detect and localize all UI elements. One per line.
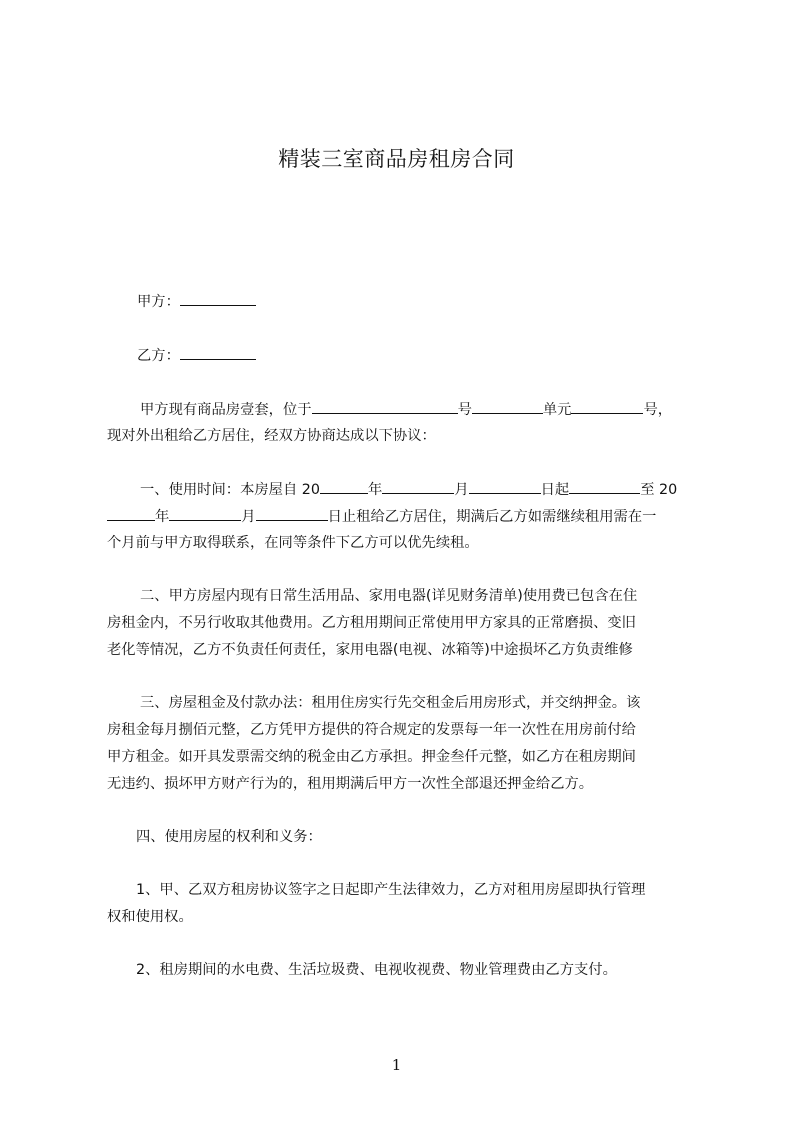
start-year-blank[interactable] <box>320 480 368 494</box>
clause-text: 月 <box>454 482 469 498</box>
intro-text: 号， <box>643 402 673 418</box>
intro-line-1 <box>140 400 672 419</box>
page-number: 1 <box>391 1056 402 1074</box>
clause3-line-3: 甲方租金。如开具发票需交纳的税金由乙方承担。押金叁仟元整，如乙方在租房期间 <box>107 749 636 765</box>
party-a-blank[interactable] <box>180 292 256 306</box>
clause-text: 月 <box>241 509 256 525</box>
clause1-line-3: 个月前与甲方取得联系，在同等条件下乙方可以优先续租。 <box>107 535 479 551</box>
intro-text: 甲方现有商品房壹套，位于 <box>140 402 312 418</box>
party-b-blank[interactable] <box>180 346 256 360</box>
end-year-blank[interactable] <box>107 507 155 521</box>
clause1-line-2 <box>107 507 656 526</box>
clause-text: 日止租给乙方居住，期满后乙方如需继续租用需在一 <box>327 509 657 525</box>
clause2-line-2: 房租金内，不另行收取其他费用。乙方租用期间正常使用甲方家具的正常磨损、变旧 <box>107 615 636 631</box>
clause2-line-3: 老化等情况，乙方不负责任何责任，家用电器(电视、冰箱等)中途损坏乙方负责维修 <box>107 642 633 658</box>
intro-text: 单元 <box>542 402 572 418</box>
start-month-blank[interactable] <box>382 480 454 494</box>
intro-line-2: 现对外出租给乙方居住，经双方协商达成以下协议： <box>107 428 436 444</box>
end-month-blank[interactable] <box>169 507 241 521</box>
clause2-line-1: 二、甲方房屋内现有日常生活用品、家用电器(详见财务清单)使用费已包含在住 <box>140 588 638 604</box>
party-b-line <box>137 346 256 365</box>
clause1-line-1 <box>140 480 677 499</box>
clause3-line-1: 三、房屋租金及付款办法：租用住房实行先交租金后用房形式，并交纳押金。该 <box>140 695 641 711</box>
clause3-line-4: 无违约、损坏甲方财产行为的，租用期满后甲方一次性全部退还押金给乙方。 <box>107 776 594 792</box>
clause-text: 年 <box>155 509 170 525</box>
clause3-line-2: 房租金每月捌佰元整，乙方凭甲方提供的符合规定的发票每一年一次性在用房前付给 <box>107 722 636 738</box>
party-a-label: 甲方： <box>137 294 180 310</box>
building-number-blank[interactable] <box>472 400 543 414</box>
intro-text: 号 <box>457 402 472 418</box>
end-day-blank[interactable] <box>256 507 328 521</box>
unit-number-blank[interactable] <box>571 400 643 414</box>
document-title: 精装三室商品房租房合同 <box>278 147 515 171</box>
party-b-label: 乙方： <box>137 348 180 364</box>
clause4-heading: 四、使用房屋的权利和义务： <box>136 829 322 845</box>
clause-text: 一、使用时间：本房屋自 20 <box>140 482 321 498</box>
clause4-item1-line-1: 1、甲、乙双方租房协议签字之日起即产生法律效力，乙方对租用房屋即执行管理 <box>136 882 646 898</box>
clause-text: 日起 <box>540 482 570 498</box>
start-day-blank[interactable] <box>469 480 541 494</box>
address-blank[interactable] <box>312 400 458 414</box>
clause-text: 至 20 <box>640 482 678 498</box>
clause4-item2: 2、租房期间的水电费、生活垃圾费、电视收视费、物业管理费由乙方支付。 <box>136 962 617 978</box>
date-gap-blank[interactable] <box>569 480 640 494</box>
clause4-item1-line-2: 权和使用权。 <box>107 909 193 925</box>
party-a-line <box>137 292 256 311</box>
clause-text: 年 <box>368 482 383 498</box>
